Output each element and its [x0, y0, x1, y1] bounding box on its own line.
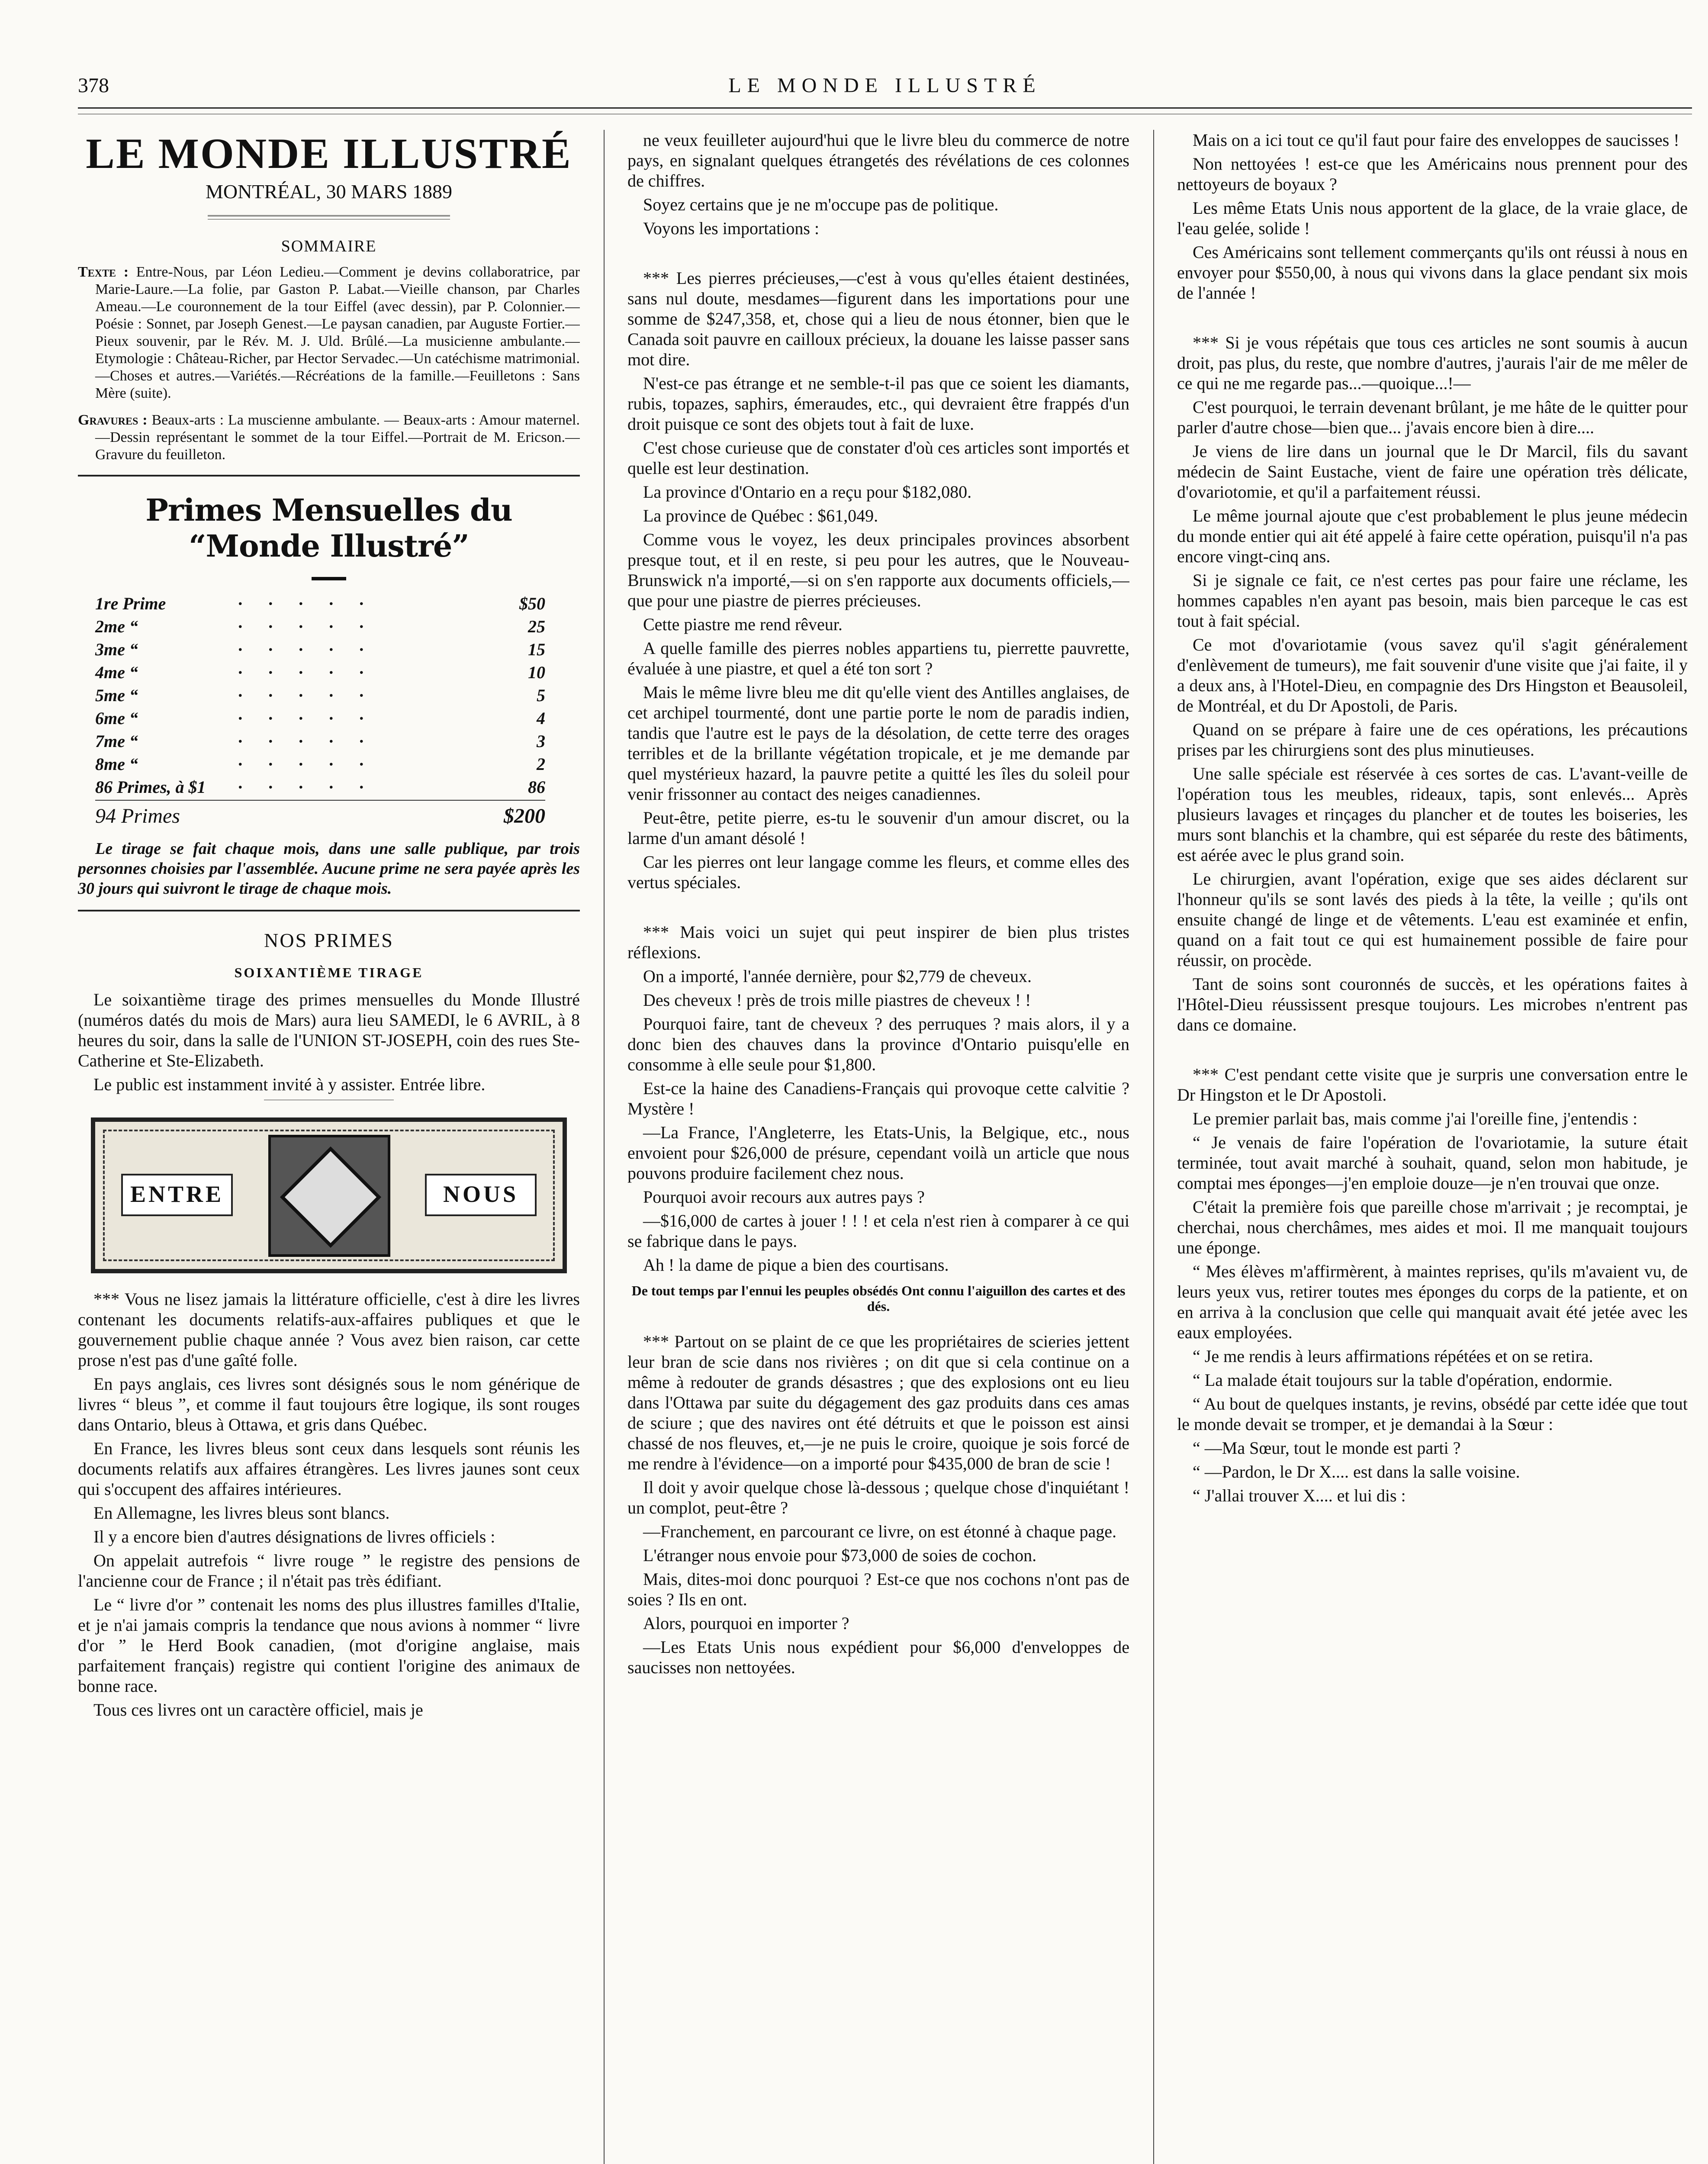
paragraph: Mais on a ici tout ce qu'il faut pour faire des enveloppes de saucisses !: [1193, 130, 1679, 150]
primes-row-amount: $50: [519, 594, 545, 613]
primes-row-amount: 4: [537, 708, 545, 728]
primes-row-label: 5me “: [95, 686, 138, 705]
paragraph: Le premier parlait bas, mais comme j'ai l'oreille fine, j'entendis :: [1193, 1109, 1637, 1128]
paragraph: Comme vous le voyez, les deux principales provinces absorbent presque tout, et il en reste, si peu pour les autres, que le Nouveau-Brunswick n'a importé,—si on s'en rapporte aux documents officiels,—que pour une piastre de pierres précieuses.: [627, 530, 1129, 610]
dot-leader: ·····: [238, 663, 389, 682]
dot-leader: ·····: [238, 617, 389, 636]
paragraph: Pourquoi avoir recours aux autres pays ?: [643, 1187, 925, 1207]
sommaire-gravures: [78, 412, 580, 464]
paragraph: Le même journal ajoute que c'est probablement le plus jeune médecin du monde entier qui ait été appelé à faire cette opération, puisqu'il n'a pas encore vingt-cinq ans.: [1177, 506, 1688, 566]
paragraph: Il doit y avoir quelque chose là-dessous ; quelque chose d'inquiétant ! un complot, peut-être ?: [627, 1478, 1129, 1517]
paragraph: Pourquoi faire, tant de cheveux ? des perruques ? mais alors, il y a donc bien des chauves dans la province d'Ontario puisqu'elle en consomme à elle seule pour $1,800.: [627, 1014, 1129, 1074]
paragraph: Ce mot d'ovariotamie (vous savez qu'il s'agit généralement d'enlèvement de tumeurs), me fait souvenir d'une visite que j'ai faite, il y a deux ans, à l'Hotel-Dieu, en compagnie des Drs Hingston et Beausoleil, de Montréal, et du Dr Apostoli, de Paris.: [1177, 635, 1688, 715]
paragraph: *** C'est pendant cette visite que je surpris une conversation entre le Dr Hingston et le Dr Apostoli.: [1177, 1065, 1688, 1105]
paragraph: Non nettoyées ! est-ce que les Américains nous prennent pour des nettoyeurs de boyaux ?: [1177, 154, 1688, 194]
primes-row: [95, 754, 545, 777]
banner-label-right: NOUS: [425, 1174, 537, 1216]
banner-label-left: ENTRE: [121, 1174, 233, 1216]
page-number: 378: [78, 74, 109, 97]
dot-leader: ·····: [238, 777, 389, 797]
primes-row-label: 7me “: [95, 731, 138, 751]
column-2: [627, 130, 1129, 2164]
paragraph: *** Si je vous répétais que tous ces articles ne sont soumis à aucun droit, pas plus, du reste, que nombre d'autres, j'aurais l'air de me mêler de ce qui ne me regarde pas...—quoique...!—: [1177, 333, 1688, 393]
paragraph: Quand on se prépare à faire une de ces opérations, les précautions prises par les chirurgiens sont des plus minutieuses.: [1177, 720, 1688, 760]
paragraph: Alors, pourquoi en importer ?: [643, 1613, 849, 1633]
running-header: [78, 74, 1692, 113]
primes-row-amount: 10: [528, 663, 545, 682]
dot-leader: ·····: [238, 708, 389, 728]
paragraph: “ J'allai trouver X.... et lui dis :: [1193, 1486, 1406, 1505]
paragraph: Il y a encore bien d'autres désignations de livres officiels :: [93, 1527, 495, 1546]
primes-row-label: 6me “: [95, 708, 138, 728]
paragraph: A quelle famille des pierres nobles appartiens tu, pierrette pauvrette, évaluée à une piastre, et quel a été ton sort ?: [627, 638, 1129, 678]
paragraph: *** Vous ne lisez jamais la littérature officielle, c'est à dire les livres contenant les documents relatifs-aux-affaires publiques et que le gouvernement publie chaque année ? Vous avez bien raison, car cette prose n'est pas d'une gaîté folle.: [78, 1289, 580, 1370]
primes-row-amount: 3: [537, 731, 545, 751]
primes-row-amount: 15: [528, 640, 545, 659]
paragraph: Les même Etats Unis nous apportent de la glace, de la vraie glace, de l'eau gelée, solide !: [1177, 198, 1688, 238]
masthead-dateline: MONTRÉAL, 30 MARS 1889: [206, 180, 452, 203]
sommaire-texte-label: Texte :: [78, 264, 129, 280]
paragraph: Une salle spéciale est réservée à ces sortes de cas. L'avant-veille de l'opération tous les meubles, rideaux, tapis, sont enlevés... Après plusieurs lavages et rinçages du plancher et de toutes les boiseries, les murs sont blanchis et la chambre, qui est séparée du reste des bâtiments, est aérée avec le plus grand soin.: [1177, 764, 1688, 865]
entre-nous-banner: [91, 1117, 567, 1273]
diamond-icon: [280, 1146, 382, 1248]
section-bran-de-scie: [627, 1331, 1129, 1678]
masthead-rule: [208, 215, 450, 219]
primes-row: [95, 662, 545, 685]
primes-note: Le tirage se fait chaque mois, dans une salle publique, par trois personnes choisies par l'assemblée. Aucune prime ne sera payée après les 30 jours qui suivront le tirage de chaque mois.: [78, 840, 580, 898]
nos-primes-subtitle: SOIXANTIÈME TIRAGE: [234, 965, 424, 980]
paragraph: —Les Etats Unis nous expédient pour $6,000 d'enveloppes de saucisses non nettoyées.: [627, 1637, 1129, 1677]
ornament-dash: [312, 577, 346, 580]
paragraph: Le chirurgien, avant l'opération, exige que ses aides déclarent sur l'honneur qu'ils se sont lavés des pieds à la tête, la veille ; qu'ils ont ensuite changé de linge et de vêtements. L'eau est examinée et enfin, quand on a fait tout ce qui est humainement possible de faire pour réussir, on procède.: [1177, 869, 1688, 970]
section-rule: [78, 475, 580, 477]
sommaire-gravures-body: Beaux-arts : La muscienne ambulante. — Beaux-arts : Amour maternel.—Dessin représentant le sommet de la tour Eiffel.—Portrait de M. Ericson.—Gravure du feuilleton.: [95, 412, 580, 463]
column-1-text: [78, 1289, 580, 1720]
primes-total-amount: $200: [504, 805, 545, 828]
paragraph: “ Mes élèves m'affirmèrent, à maintes reprises, qu'ils m'avaient vu, de leurs yeux vus, retirer toutes mes éponges du corps de la patiente, et on en arriva à la conclusion que celle qui manquait avait été jetée avec les eaux employées.: [1177, 1262, 1688, 1342]
column-3-intro: [1177, 130, 1688, 303]
journal-title: LE MONDE ILLUSTRÉ: [728, 74, 1042, 97]
paragraph: *** Mais voici un sujet qui peut inspirer de bien plus tristes réflexions.: [627, 922, 1129, 962]
primes-row: [95, 731, 545, 754]
paragraph: Des cheveux ! près de trois mille piastres de cheveux ! !: [643, 990, 1031, 1010]
primes-row: [95, 777, 545, 800]
paragraph: “ —Ma Sœur, tout le monde est parti ?: [1193, 1438, 1461, 1458]
primes-row: [95, 708, 545, 731]
primes-row-label: 86 Primes, à $1: [95, 777, 206, 797]
paragraph: Est-ce la haine des Canadiens-Français qui provoque cette calvitie ? Mystère !: [627, 1079, 1129, 1118]
paragraph: Ces Américains sont tellement commerçants qu'ils ont réussi à nous en envoyer pour $550,00, à nous qui vivons dans la glace pendant six mois de l'année !: [1177, 242, 1688, 303]
paragraph: On a importé, l'année dernière, pour $2,779 de cheveux.: [643, 966, 1032, 986]
paragraph: “ Je me rendis à leurs affirmations répétées et on se retira.: [1193, 1346, 1593, 1366]
primes-row-label: 1re Prime: [95, 594, 166, 613]
section-cheveux: [627, 922, 1129, 1275]
paragraph: Voyons les importations :: [643, 219, 820, 238]
paragraph: *** Partout on se plaint de ce que les propriétaires de scieries jettent leur bran de scie dans nos rivières ; on dit que si cela continue on a même à redouter de grands désastres ; que des explosions ont eu lieu dans l'Ottawa par suite du dégagement des gaz produits dans ces amas de sciure ; que des navires ont été détruits et que le poisson est ainsi chassé de nos fleuves, et,—je ne puis le croire, quoique je sois forcé de me rendre à l'évidence—on a importé pour $435,000 de bran de scie !: [627, 1332, 1129, 1473]
primes-total: [95, 800, 545, 834]
paragraph: Cette piastre me rend rêveur.: [643, 615, 843, 634]
section-ovariotomie: [1177, 332, 1688, 1035]
verse-quote: De tout temps par l'ennui les peuples obsédés Ont connu l'aiguillon des cartes et des dés.: [631, 1283, 1126, 1314]
paragraph: Mais le même livre bleu me dit qu'elle vient des Antilles anglaises, de cet archipel tourmenté, dont une partie porte le nom de paradis indien, tandis que l'autre est le pays de la désolation, de cette terre des orages terribles et de la brillante végétation tropicale, et je me demande par quel mystérieux hazard, la pauvre petite a quitté les îles du soleil pour venir frissonner au contact des neiges canadiennes.: [627, 683, 1129, 804]
primes-row-label: 8me “: [95, 754, 138, 774]
paragraph: —$16,000 de cartes à jouer ! ! ! et cela n'est rien à comparer à ce qui se fabrique dans le pays.: [627, 1211, 1129, 1251]
paragraph: En Allemagne, les livres bleus sont blancs.: [93, 1503, 390, 1523]
nos-primes-paragraph: Le soixantième tirage des primes mensuelles du Monde Illustré (numéros datés du mois de Mars) aura lieu SAMEDI, le 6 AVRIL, à 8 heures du soir, dans la salle de l'UNION ST-JOSEPH, coin des rues Ste-Catherine et Ste-Elizabeth.: [78, 990, 580, 1070]
primes-row-amount: 5: [537, 686, 545, 705]
column-rule: [1153, 130, 1154, 2164]
primes-row: [95, 639, 545, 662]
paragraph: *** Les pierres précieuses,—c'est à vous qu'elles étaient destinées, sans nul doute, mesdames—figurent dans les importations pour une somme de $247,358, et, chose qui a lieu de nous étonner, bien que le Canada soit pauvre en cailloux précieux, la douane les laisse passer sans mot dire.: [627, 268, 1129, 369]
column-3: [1177, 130, 1688, 2164]
masthead-title: LE MONDE ILLUSTRÉ: [86, 130, 572, 177]
paragraph: “ La malade était toujours sur la table d'opération, endormie.: [1193, 1370, 1613, 1390]
paragraph: “ Au bout de quelques instants, je revins, obsédé par cette idée que tout le monde devait se tromper, et je demandai à la Sœur :: [1177, 1394, 1688, 1434]
primes-row-label: 4me “: [95, 663, 138, 682]
primes-row-amount: 86: [528, 777, 545, 797]
paragraph: —La France, l'Angleterre, les Etats-Unis, la Belgique, etc., nous envoient pour $26,000 de présure, cependant voilà un article que nous pouvons produire facilement chez nous.: [627, 1123, 1129, 1183]
paragraph: La province d'Ontario en a reçu pour $182,080.: [643, 482, 972, 502]
column-1: [78, 130, 580, 2164]
paragraph: Car les pierres ont leur langage comme les fleurs, et comme elles des vertus spéciales.: [627, 852, 1129, 892]
dot-leader: ·····: [238, 686, 389, 705]
sommaire-texte: [78, 264, 580, 402]
column-rule: [604, 130, 605, 2164]
sommaire-gravures-label: Gravures :: [78, 412, 148, 428]
nos-primes-paragraph: Le public est instamment invité à y assister. Entrée libre.: [93, 1075, 486, 1094]
paragraph: En France, les livres bleus sont ceux dans lesquels sont réunis les documents relatifs aux affaires étrangères. Les livres jaunes sont ceux qui s'occupent des affaires intérieures.: [78, 1439, 580, 1499]
dot-leader: ·····: [238, 731, 389, 751]
section-conversation: [1177, 1064, 1688, 1506]
paragraph: C'est pourquoi, le terrain devenant brûlant, je me hâte de le quitter pour parler d'autre chose—bien que... j'avais encore bien à dire....: [1177, 397, 1688, 437]
primes-row-amount: 2: [537, 754, 545, 774]
dot-leader: ·····: [238, 594, 389, 613]
primes-row: [95, 616, 545, 639]
paragraph: Mais, dites-moi donc pourquoi ? Est-ce que nos cochons n'ont pas de soies ? Ils en ont.: [627, 1569, 1129, 1609]
paragraph: —Franchement, en parcourant ce livre, on est étonné à chaque page.: [643, 1522, 1116, 1541]
paragraph: La province de Québec : $61,049.: [643, 506, 878, 525]
primes-table: [78, 593, 580, 800]
paragraph: “ Je venais de faire l'opération de l'ovariotamie, la suture était terminée, tout avait marché à souhait, quand, selon mon habitude, je comptai mes éponges—j'en emploie douze—je n'en trouvai que onze.: [1177, 1133, 1688, 1193]
primes-row-amount: 25: [528, 617, 545, 636]
paragraph: C'était la première fois que pareille chose m'arrivait ; je recomptai, je cherchai, nous cherchâmes, mes aides et moi. Il me manquait toujours une éponge.: [1177, 1197, 1688, 1257]
paragraph: Tant de soins sont couronnés de succès, et les opérations faites à l'Hôtel-Dieu réussissent presque toujours. Les microbes n'entrent pas dans ce domaine.: [1177, 974, 1688, 1034]
section-rule: [78, 910, 580, 911]
paragraph: Soyez certains que je ne m'occupe pas de politique.: [643, 195, 999, 214]
section-pierres: [627, 268, 1129, 892]
paragraph: L'étranger nous envoie pour $73,000 de soies de cochon.: [643, 1546, 1037, 1565]
primes-row-label: 3me “: [95, 640, 138, 659]
column-2-intro: [627, 130, 1129, 238]
header-rule: [78, 107, 1692, 114]
dot-leader: ·····: [238, 640, 389, 659]
paragraph: C'est chose curieuse que de constater d'où ces articles sont importés et quelle est leur destination.: [627, 438, 1129, 478]
sommaire-title: SOMMAIRE: [281, 237, 377, 255]
sommaire-texte-body: Entre-Nous, par Léon Ledieu.—Comment je devins collaboratrice, par Marie-Laure.—La folie, par Gaston P. Labat.—Vieille chanson, par Charles Ameau.—Le couronnement de la tour Eiffel (avec dessin), par P. Colonnier.—Poésie : Sonnet, par Joseph Genest.—Le paysan canadien, par Auguste Fortier.—Pieux souvenir, par le Rév. M. J. Uld. Brûlé.—La musicienne ambulante.—Etymologie : Château-Richer, par Hector Servadec.—Un catéchisme matrimonial.—Choses et autres.—Variétés.—Récréations de la famille.—Feuilletons : Sans Mère (suite).: [95, 264, 580, 401]
paragraph: En pays anglais, ces livres sont désignés sous le nom générique de livres “ bleus ”, et comme il faut toujours être logique, ils sont rouges dans Ontario, bleus à Ottawa, et gris dans Québec.: [78, 1374, 580, 1434]
ornament-tile-icon: [268, 1135, 390, 1257]
paragraph: On appelait autrefois “ livre rouge ” le registre des pensions de l'ancienne cour de France ; il n'était pas très édifiant.: [78, 1551, 580, 1591]
primes-row-label: 2me “: [95, 617, 138, 636]
paragraph: N'est-ce pas étrange et ne semble-t-il pas que ce soient les diamants, rubis, topazes, saphirs, émeraudes, etc., qui devraient être frappés d'un droit puisque ce sont des objets tout à fait de luxe.: [627, 374, 1129, 434]
paragraph: ne veux feuilleter aujourd'hui que le livre bleu du commerce de notre pays, en signalant quelques étrangetés des révélations de ces colonnes de chiffres.: [627, 130, 1129, 190]
paragraph: Tous ces livres ont un caractère officiel, mais je: [93, 1700, 423, 1720]
paragraph: Ah ! la dame de pique a bien des courtisans.: [643, 1255, 949, 1275]
paragraph: Peut-être, petite pierre, es-tu le souvenir d'un amour discret, ou la larme d'un amant désolé !: [627, 808, 1129, 848]
paragraph: “ —Pardon, le Dr X.... est dans la salle voisine.: [1193, 1462, 1520, 1481]
paragraph: Le “ livre d'or ” contenait les noms des plus illustres familles d'Italie, et je n'ai jamais compris la tendance que nous avions à nommer “ livre d'or ” le Herd Book canadien, (mot d'origine anglaise, mais parfaitement français) registre qui contient l'origine des animaux de bonne race.: [78, 1595, 580, 1696]
primes-title: Primes Mensuelles du “Monde Illustré”: [145, 492, 512, 564]
newspaper-page: [78, 74, 1692, 2164]
primes-row: [95, 593, 545, 616]
primes-total-label: 94 Primes: [95, 805, 180, 828]
dot-leader: ·····: [238, 754, 389, 774]
primes-row: [95, 685, 545, 708]
paragraph: Si je signale ce fait, ce n'est certes pas pour faire une réclame, les hommes capables n'en ayant pas besoin, mais bien parceque le cas est tout à fait spécial.: [1177, 570, 1688, 631]
paragraph: Je viens de lire dans un journal que le Dr Marcil, fils du savant médecin de Saint Eustache, vient de faire une opération très délicate, d'ovariotomie, et qu'il a parfaitement réussi.: [1177, 441, 1688, 502]
nos-primes-title: NOS PRIMES: [264, 929, 394, 951]
